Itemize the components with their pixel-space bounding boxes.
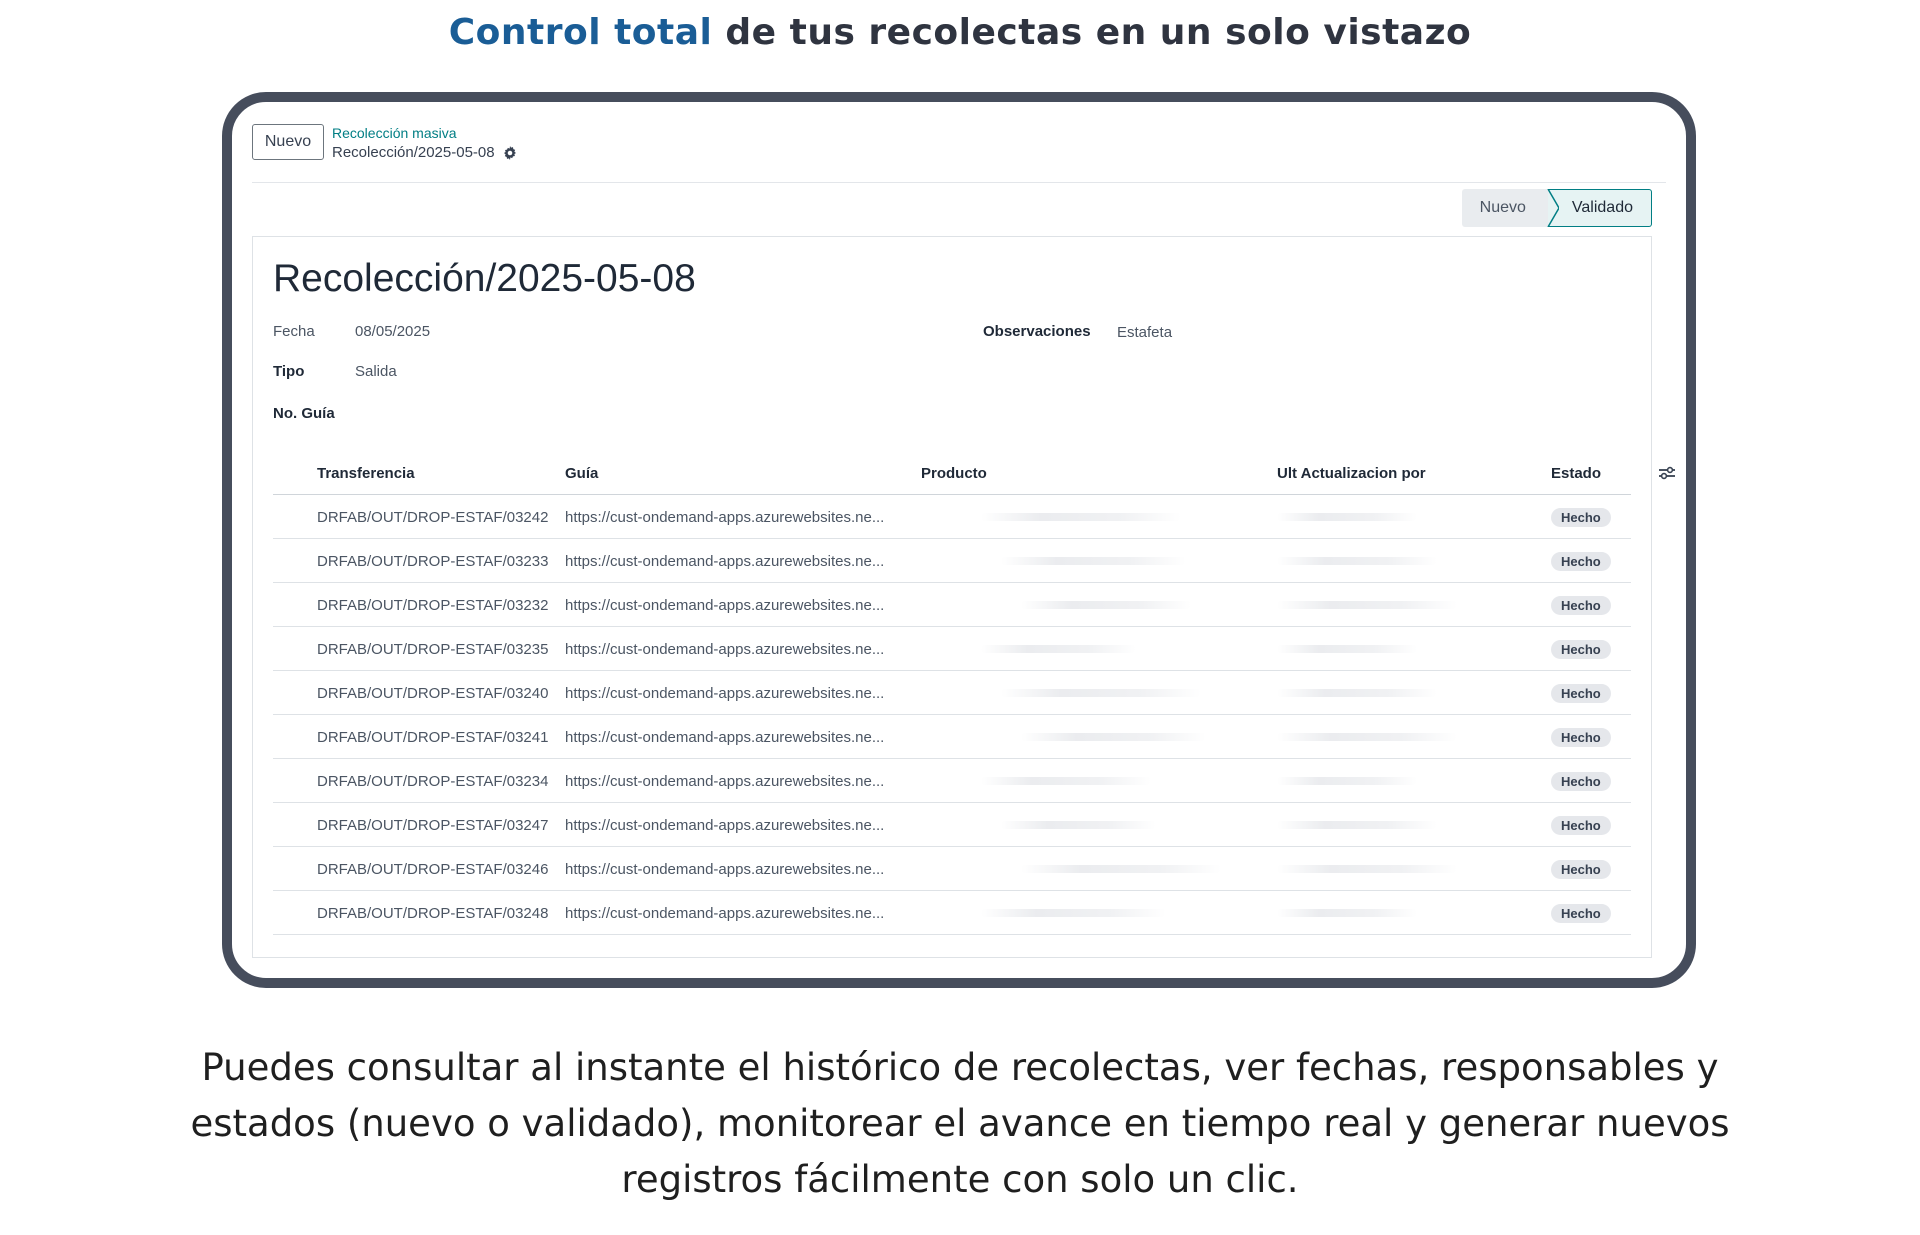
- cell-transferencia[interactable]: DRFAB/OUT/DROP-ESTAF/03233: [317, 552, 549, 570]
- cell-transferencia[interactable]: DRFAB/OUT/DROP-ESTAF/03240: [317, 684, 549, 702]
- redacted-text: [1277, 645, 1417, 653]
- cell-guia[interactable]: https://cust-ondemand-apps.azurewebsites.ne...: [565, 508, 885, 526]
- cell-ult-redacted: [1277, 803, 1527, 847]
- cell-guia[interactable]: https://cust-ondemand-apps.azurewebsites.ne...: [565, 904, 885, 922]
- table-row[interactable]: [273, 627, 1631, 671]
- cell-estado: [1551, 495, 1631, 539]
- status-badge: Hecho: [1551, 728, 1611, 747]
- cell-estado: [1551, 715, 1631, 759]
- redacted-text: [981, 777, 1151, 785]
- cell-transferencia[interactable]: DRFAB/OUT/DROP-ESTAF/03232: [317, 596, 549, 614]
- redacted-text: [1277, 821, 1437, 829]
- cell-producto-redacted: [921, 803, 1271, 847]
- redacted-text: [981, 645, 1136, 653]
- cell-producto-redacted: [921, 627, 1271, 671]
- cell-ult-redacted: [1277, 583, 1527, 627]
- cell-transferencia[interactable]: DRFAB/OUT/DROP-ESTAF/03234: [317, 772, 549, 790]
- cell-ult-redacted: [1277, 847, 1527, 891]
- cell-ult-redacted: [1277, 539, 1527, 583]
- cell-producto-redacted: [921, 495, 1271, 539]
- cell-producto-redacted: [921, 583, 1271, 627]
- redacted-text: [1277, 601, 1457, 609]
- table-row[interactable]: [273, 847, 1631, 891]
- table-row[interactable]: [273, 891, 1631, 935]
- cell-producto-redacted: [921, 891, 1271, 935]
- col-estado[interactable]: Estado: [1551, 464, 1602, 482]
- cell-ult-redacted: [1277, 759, 1527, 803]
- record-title: Recolección/2025-05-08: [273, 257, 696, 300]
- redacted-text: [1277, 733, 1457, 741]
- table-row[interactable]: [273, 495, 1631, 539]
- cell-ult-redacted: [1277, 671, 1527, 715]
- breadcrumb-parent-link[interactable]: Recolección masiva: [332, 125, 457, 141]
- cell-transferencia[interactable]: DRFAB/OUT/DROP-ESTAF/03247: [317, 816, 549, 834]
- sliders-icon[interactable]: [1655, 451, 1679, 495]
- table-row[interactable]: [273, 759, 1631, 803]
- table-row[interactable]: [273, 803, 1631, 847]
- cell-guia[interactable]: https://cust-ondemand-apps.azurewebsites.ne...: [565, 684, 885, 702]
- cell-estado: [1551, 583, 1631, 627]
- redacted-text: [981, 513, 1181, 521]
- col-ult-actualizacion[interactable]: Ult Actualizacion por: [1277, 464, 1426, 482]
- cell-guia[interactable]: https://cust-ondemand-apps.azurewebsites.ne...: [565, 728, 885, 746]
- headline-accent: Control total: [448, 12, 713, 53]
- promo-caption: Puedes consultar al instante el histórico de recolectas, ver fechas, responsables y estados (nuevo o validado), monitorear el avance en tiempo real y generar nuevos registros fácilmente con solo un clic.: [190, 1046, 1730, 1201]
- status-badge: Hecho: [1551, 508, 1611, 527]
- status-badge: Hecho: [1551, 640, 1611, 659]
- cell-transferencia[interactable]: DRFAB/OUT/DROP-ESTAF/03248: [317, 904, 549, 922]
- breadcrumb: [332, 124, 517, 162]
- breadcrumb-current: [332, 143, 517, 162]
- redacted-text: [1021, 601, 1191, 609]
- redacted-text: [1277, 865, 1457, 873]
- headline-rest: de tus recolectas en un solo vistazo: [712, 12, 1472, 53]
- observaciones-value[interactable]: Estafeta: [1117, 324, 1173, 341]
- stage-nuevo[interactable]: Nuevo: [1462, 189, 1548, 227]
- cell-estado: [1551, 803, 1631, 847]
- cell-estado: [1551, 759, 1631, 803]
- cell-producto-redacted: [921, 847, 1271, 891]
- status-badge: Hecho: [1551, 552, 1611, 571]
- new-record-button[interactable]: Nuevo: [252, 124, 324, 160]
- cell-transferencia[interactable]: DRFAB/OUT/DROP-ESTAF/03246: [317, 860, 549, 878]
- tipo-label: Tipo: [273, 363, 305, 380]
- status-badge: Hecho: [1551, 904, 1611, 923]
- breadcrumb-current-label: Recolección/2025-05-08: [332, 144, 495, 161]
- tipo-value[interactable]: Salida: [355, 363, 397, 380]
- redacted-text: [1277, 557, 1437, 565]
- cell-guia[interactable]: https://cust-ondemand-apps.azurewebsites.ne...: [565, 772, 885, 790]
- table-row[interactable]: [273, 539, 1631, 583]
- chevron-right-icon: [1537, 189, 1559, 227]
- cell-estado: [1551, 539, 1631, 583]
- cell-guia[interactable]: https://cust-ondemand-apps.azurewebsites.ne...: [565, 596, 885, 614]
- cell-producto-redacted: [921, 759, 1271, 803]
- redacted-text: [1277, 513, 1417, 521]
- status-bar: [1462, 189, 1652, 227]
- redacted-text: [1001, 821, 1156, 829]
- redacted-text: [1277, 777, 1417, 785]
- cell-guia[interactable]: https://cust-ondemand-apps.azurewebsites.ne...: [565, 860, 885, 878]
- cell-ult-redacted: [1277, 627, 1527, 671]
- cell-transferencia[interactable]: DRFAB/OUT/DROP-ESTAF/03241: [317, 728, 549, 746]
- redacted-text: [981, 909, 1166, 917]
- form-sheet: [252, 236, 1652, 958]
- cell-estado: [1551, 627, 1631, 671]
- cell-guia[interactable]: https://cust-ondemand-apps.azurewebsites.ne...: [565, 552, 885, 570]
- table-row[interactable]: [273, 671, 1631, 715]
- table-header: [273, 451, 1631, 495]
- cell-producto-redacted: [921, 715, 1271, 759]
- status-badge: Hecho: [1551, 684, 1611, 703]
- status-badge: Hecho: [1551, 860, 1611, 879]
- cell-producto-redacted: [921, 671, 1271, 715]
- status-badge: Hecho: [1551, 816, 1611, 835]
- redacted-text: [1277, 689, 1437, 697]
- col-guia[interactable]: Guía: [565, 464, 599, 482]
- observaciones-label: Observaciones: [983, 323, 1091, 340]
- transfers-table: [273, 451, 1631, 935]
- device-frame: [222, 92, 1696, 988]
- cell-guia[interactable]: https://cust-ondemand-apps.azurewebsites.ne...: [565, 640, 885, 658]
- control-panel: [252, 124, 1666, 183]
- cell-estado: [1551, 671, 1631, 715]
- table-row[interactable]: [273, 583, 1631, 627]
- cell-transferencia[interactable]: DRFAB/OUT/DROP-ESTAF/03242: [317, 508, 549, 526]
- redacted-text: [1001, 557, 1186, 565]
- col-producto[interactable]: Producto: [921, 464, 987, 482]
- cell-producto-redacted: [921, 539, 1271, 583]
- stage-validado[interactable]: [1548, 189, 1652, 227]
- cell-ult-redacted: [1277, 495, 1527, 539]
- col-transferencia[interactable]: Transferencia: [317, 464, 415, 482]
- redacted-text: [1001, 689, 1201, 697]
- cell-ult-redacted: [1277, 891, 1527, 935]
- fecha-value[interactable]: 08/05/2025: [355, 323, 431, 340]
- fecha-label: Fecha: [273, 323, 315, 340]
- gear-icon[interactable]: [503, 146, 517, 160]
- redacted-text: [1277, 909, 1417, 917]
- cell-ult-redacted: [1277, 715, 1527, 759]
- no-guia-label: No. Guía: [273, 405, 335, 422]
- table-row[interactable]: [273, 715, 1631, 759]
- promo-headline: [0, 12, 1920, 53]
- cell-estado: [1551, 847, 1631, 891]
- cell-estado: [1551, 891, 1631, 935]
- cell-guia[interactable]: https://cust-ondemand-apps.azurewebsites.ne...: [565, 816, 885, 834]
- status-badge: Hecho: [1551, 772, 1611, 791]
- table-body: [273, 495, 1631, 935]
- stage-validado-label: Validado: [1571, 199, 1633, 216]
- status-badge: Hecho: [1551, 596, 1611, 615]
- redacted-text: [1021, 733, 1206, 741]
- redacted-text: [1021, 865, 1221, 873]
- cell-transferencia[interactable]: DRFAB/OUT/DROP-ESTAF/03235: [317, 640, 549, 658]
